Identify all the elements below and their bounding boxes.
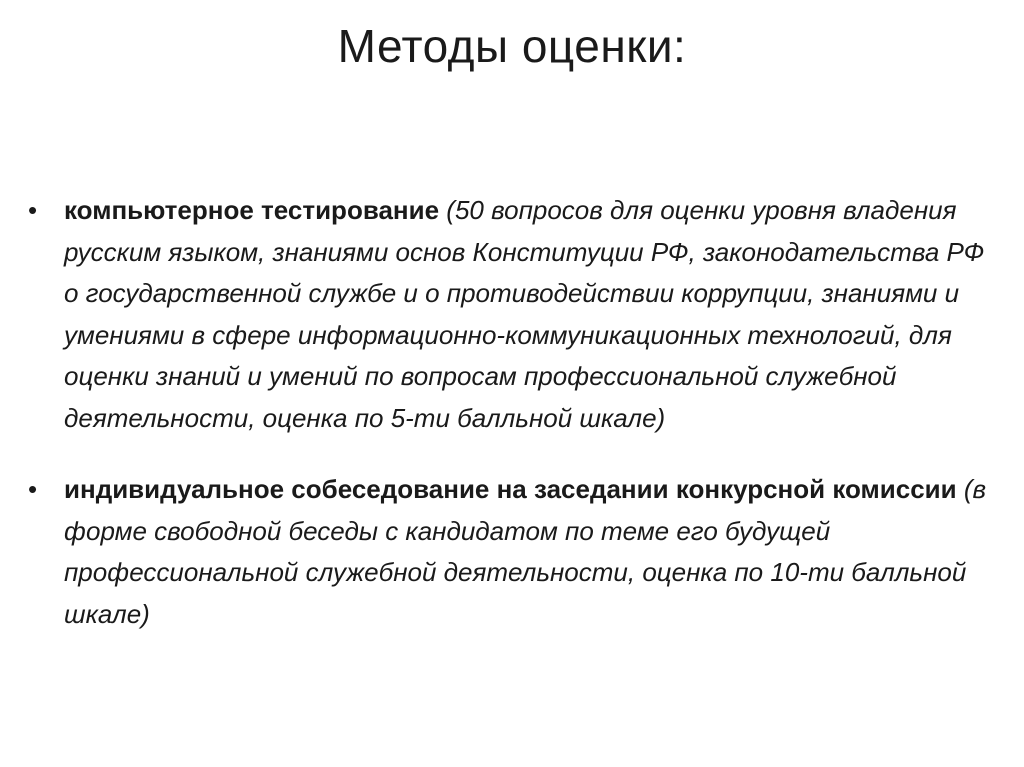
slide-title: Методы оценки:: [337, 20, 687, 72]
bullet-list: [28, 190, 998, 665]
bullet-note-text: (50 вопросов для оценки уровня владения русским языком, знаниями основ Конституции РФ, законодательства РФ о государственной службе и о противодействии коррупции, знаниями и умениями в сфере информационно-коммуникационных технологий, для оценки знаний и умений по вопросам профессиональной служебной деятельности, оценка по 5-ти балльной шкале): [64, 195, 985, 433]
bullet-icon: •: [28, 474, 38, 504]
bullet-lead-text: индивидуальное собеседование на заседании конкурсной комиссии: [64, 474, 957, 504]
bullet-item-interview: [28, 469, 998, 635]
bullet-note-text: (в форме свободной беседы с кандидатом по теме его будущей профессиональной служебной деятельности, оценка по 10-ти балльной шкале): [64, 474, 987, 629]
bullet-lead-text: компьютерное тестирование: [64, 195, 440, 225]
bullet-item-testing: [28, 190, 998, 439]
bullet-icon: •: [28, 195, 38, 225]
